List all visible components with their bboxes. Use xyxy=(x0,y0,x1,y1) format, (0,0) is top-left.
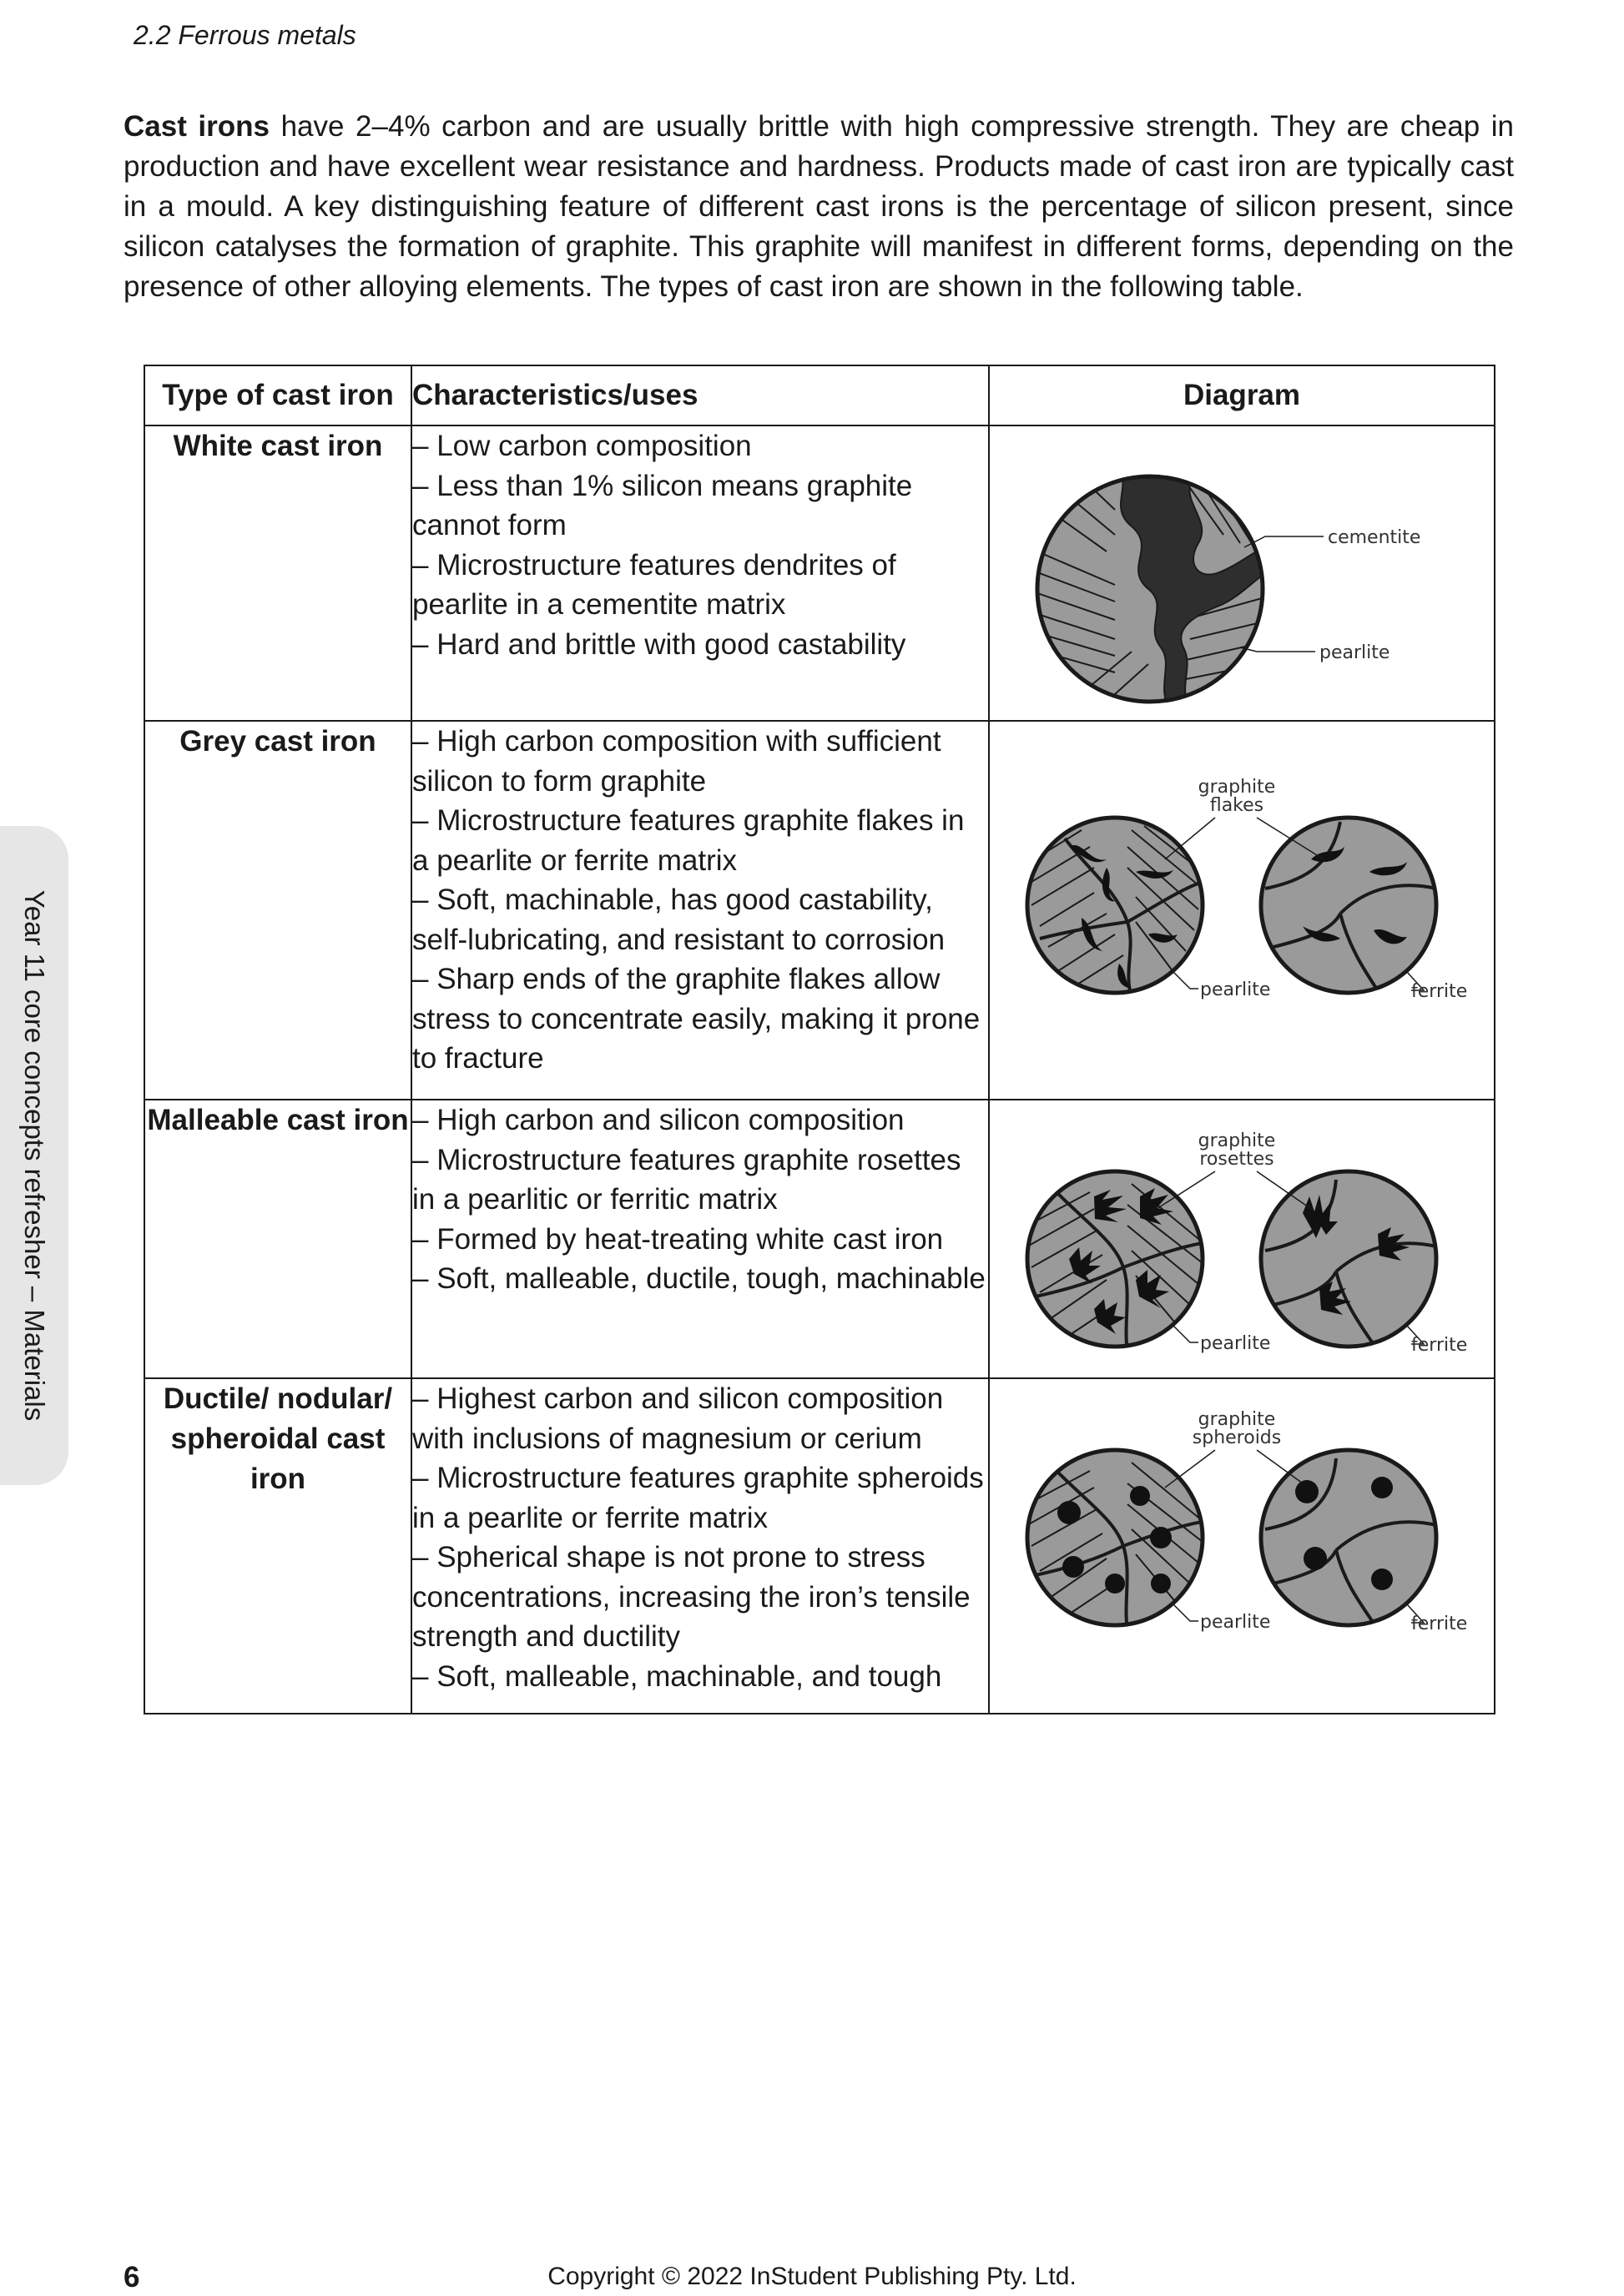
section-header: 2.2 Ferrous metals xyxy=(134,20,356,50)
type-cell: White cast iron xyxy=(144,425,411,721)
table-row-malleable-cast-iron xyxy=(144,1100,1495,1378)
malleable-cast-iron-diagram xyxy=(990,1100,1494,1376)
characteristics-cell xyxy=(411,1378,989,1714)
label-pearlite: pearlite xyxy=(1200,979,1271,1000)
type-cell: Ductile/ nodular/ spheroidal cast iron xyxy=(144,1378,411,1714)
pearlite-leader xyxy=(1240,647,1315,652)
ductile-cast-iron-diagram xyxy=(990,1379,1494,1711)
page-number: 6 xyxy=(124,2261,140,2293)
label-rosettes: rosettes xyxy=(1199,1149,1274,1170)
characteristics-cell xyxy=(411,721,989,1100)
intro-lead: Cast irons xyxy=(124,110,270,143)
characteristic-line: – Hard and brittle with good castability xyxy=(412,627,906,661)
white-cast-iron-diagram xyxy=(990,426,1494,718)
label-flakes: flakes xyxy=(1209,795,1264,816)
side-tab-label: Year 11 core concepts refresher – Materials xyxy=(19,889,50,1422)
copyright: Copyright © 2022 InStudent Publishing Pty. Ltd. xyxy=(547,2263,1077,2290)
column-header-type: Type of cast iron xyxy=(144,365,411,425)
label-ferrite: ferrite xyxy=(1411,981,1468,1002)
label-cementite: cementite xyxy=(1328,527,1421,548)
column-header-diagram: Diagram xyxy=(989,365,1495,425)
diagram-cell xyxy=(989,425,1495,721)
grey-cast-iron-diagram xyxy=(990,722,1494,1097)
characteristic-line: – Microstructure features graphite spheroids in a pearlite or ferrite matrix xyxy=(412,1462,984,1534)
characteristic-line: – Soft, malleable, ductile, tough, machinable xyxy=(412,1262,986,1295)
characteristics-cell xyxy=(411,1100,989,1378)
column-header-characteristics: Characteristics/uses xyxy=(411,365,989,425)
label-graphite: graphite xyxy=(1198,777,1276,798)
type-cell: Grey cast iron xyxy=(144,721,411,1100)
characteristic-line: – Microstructure features dendrites of pearlite in a cementite matrix xyxy=(412,548,896,621)
label-spheroids: spheroids xyxy=(1192,1427,1282,1448)
type-cell: Malleable cast iron xyxy=(144,1100,411,1378)
intro-text: have 2–4% carbon and are usually brittle with high compressive strength. They are cheap in production and have excellent wear resistance and hardness. Products made of cast iron are typically cast in a mould. A key distinguishing feature of different cast irons is the percentage of silicon present, since silicon catalyses the formation of graphite. This graphite will manifest in different forms, depending on the presence of other alloying elements. The types of cast iron are shown in the following table. xyxy=(124,110,1514,303)
intro-paragraph xyxy=(124,107,1514,307)
diagram-cell xyxy=(989,1100,1495,1378)
characteristic-line: – Sharp ends of the graphite flakes allow stress to concentrate easily, making it prone to fracture xyxy=(412,963,981,1075)
label-pearlite: pearlite xyxy=(1319,642,1390,663)
label-graphite: graphite xyxy=(1198,1130,1276,1151)
characteristic-line: – High carbon composition with sufficient silicon to form graphite xyxy=(412,725,941,798)
characteristic-line: – Low carbon composition xyxy=(412,430,752,462)
label-graphite: graphite xyxy=(1198,1409,1276,1430)
characteristic-line: – Formed by heat-treating white cast iron xyxy=(412,1222,944,1256)
characteristic-line: – High carbon and silicon composition xyxy=(412,1104,905,1136)
diagram-cell xyxy=(989,1378,1495,1714)
table-row-white-cast-iron xyxy=(144,425,1495,721)
characteristic-line: – Spherical shape is not prone to stress concentrations, increasing the iron’s tensile strength and ductility xyxy=(412,1541,971,1653)
characteristic-line: – Less than 1% silicon means graphite cannot form xyxy=(412,469,913,541)
pearlite-leader xyxy=(1173,972,1198,989)
characteristic-line: – Highest carbon and silicon composition with inclusions of magnesium or cerium xyxy=(412,1382,944,1455)
cast-iron-table xyxy=(144,365,1495,1714)
diagram-cell xyxy=(989,721,1495,1100)
characteristic-line: – Soft, malleable, machinable, and tough xyxy=(412,1659,942,1693)
table-header-row xyxy=(144,365,1495,425)
characteristics-cell xyxy=(411,425,989,721)
characteristic-line: – Microstructure features graphite flakes in a pearlite or ferrite matrix xyxy=(412,804,965,877)
table-row-grey-cast-iron xyxy=(144,721,1495,1100)
label-ferrite: ferrite xyxy=(1411,1614,1468,1634)
label-ferrite: ferrite xyxy=(1411,1335,1468,1356)
characteristic-line: – Soft, machinable, has good castability, self-lubricating, and resistant to corrosion xyxy=(412,884,946,956)
label-pearlite: pearlite xyxy=(1200,1333,1271,1354)
characteristic-line: – Microstructure features graphite rosettes in a pearlitic or ferritic matrix xyxy=(412,1143,961,1216)
table-row-ductile-cast-iron xyxy=(144,1378,1495,1714)
label-pearlite: pearlite xyxy=(1200,1612,1271,1633)
